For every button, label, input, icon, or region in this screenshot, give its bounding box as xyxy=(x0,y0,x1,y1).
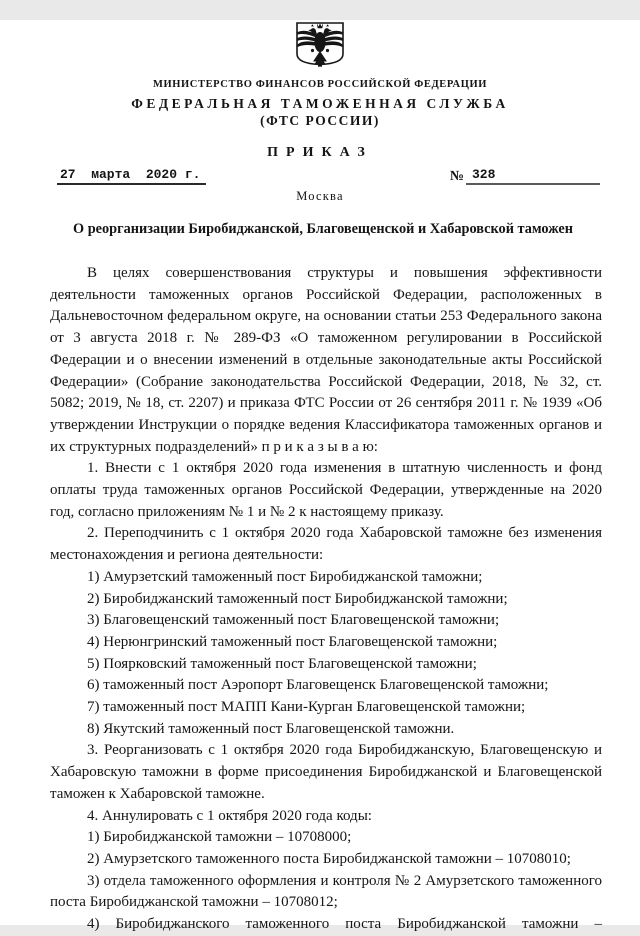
city-label: Москва xyxy=(296,189,344,203)
subitem-2-2: 2) Биробиджанский таможенный пост Биробиджанской таможни; xyxy=(87,590,508,607)
subitem-4-4-cutoff: 4) Биробиджанского таможенного поста Биробиджанской таможни – xyxy=(87,916,602,933)
russian-coat-of-arms-icon xyxy=(293,20,347,68)
document-number-field xyxy=(450,167,600,185)
order-item-2: 2. Переподчинить с 1 октября 2020 года Хабаровской таможне без изменения местонахождения и региона деятельности: xyxy=(50,525,602,564)
service-abbreviation: (ФТС РОССИИ) xyxy=(260,113,380,128)
order-item-4: 4. Аннулировать с 1 октября 2020 года коды: xyxy=(87,807,372,824)
subitem-4-2: 2) Амурзетского таможенного поста Биробиджанской таможни – 10708010; xyxy=(87,850,571,867)
subitem-2-5: 5) Поярковский таможенный пост Благовещенской таможни; xyxy=(87,655,477,672)
subitem-2-8: 8) Якутский таможенный пост Благовещенской таможни. xyxy=(87,720,455,737)
paragraph-preamble: В целях совершенствования структуры и повышения эффективности деятельности таможенных органов Российской Федерации, расположенных в Дальневосточном федеральном округе, на основании статьи 253 Федерального закона от 3 августа 2018 г. № 289-ФЗ «О таможенном регулировании в Российской Федерации и о внесении изменений в отдельные законодательные акты Российской Федерации» (Собрание законодательства Российской Федерации, 2018, № 32, ст. 5082; 2019, № 18, ст. 2207) и приказа ФТС России от 26 сентября 2011 г. № 1939 «Об утверждении Инструкции о порядке ведения Классификатора таможенных органов и их структурных подразделений» п р и к а з ы в а ю: xyxy=(50,265,602,455)
subitem-2-7: 7) таможенный пост МАПП Кани-Курган Благовещенской таможни; xyxy=(87,699,526,716)
subitem-2-1: 1) Амурзетский таможенный пост Биробиджанской таможни; xyxy=(87,568,483,585)
ministry-name: МИНИСТЕРСТВО ФИНАНСОВ РОССИЙСКОЙ ФЕДЕРАЦИИ xyxy=(152,79,488,90)
document-date: 27 марта 2020 г. xyxy=(57,167,206,185)
service-name: ФЕДЕРАЛЬНАЯ ТАМОЖЕННАЯ СЛУЖБА xyxy=(131,96,509,111)
number-sign: № xyxy=(449,169,464,184)
order-item-1: 1. Внести с 1 октября 2020 года изменения в штатную численность и фонд оплаты труда таможенных органов Российской Федерации, утвержденные на 2020 год, согласно приложениям № 1 и № 2 к настоящему приказу. xyxy=(50,460,602,520)
order-item-3: 3. Реорганизовать с 1 октября 2020 года Биробиджанскую, Благовещенскую и Хабаровскую таможни в форме присоединения Биробиджанской и Благовещенской таможен к Хабаровской таможне. xyxy=(50,742,602,802)
document-title: О реорганизации Биробиджанской, Благовещенской и Хабаровской таможен xyxy=(73,221,573,237)
document-body xyxy=(50,263,602,936)
subitem-2-6: 6) таможенный пост Аэропорт Благовещенск Благовещенской таможни; xyxy=(87,677,549,694)
subitem-2-4: 4) Нерюнгринский таможенный пост Благовещенской таможни; xyxy=(87,633,498,650)
document-number: 328 xyxy=(466,167,600,185)
document-type-heading: ПРИКАЗ xyxy=(267,145,373,160)
subitem-2-3: 3) Благовещенский таможенный пост Благовещенской таможни; xyxy=(87,612,500,629)
date-number-row xyxy=(57,167,600,185)
subitem-4-3: 3) отдела таможенного оформления и контроля № 2 Амурзетского таможенного поста Биробиджанской таможни – 10708012; xyxy=(50,872,602,911)
document-page xyxy=(0,20,640,933)
subitem-4-1: 1) Биробиджанской таможни – 10708000; xyxy=(87,829,352,846)
